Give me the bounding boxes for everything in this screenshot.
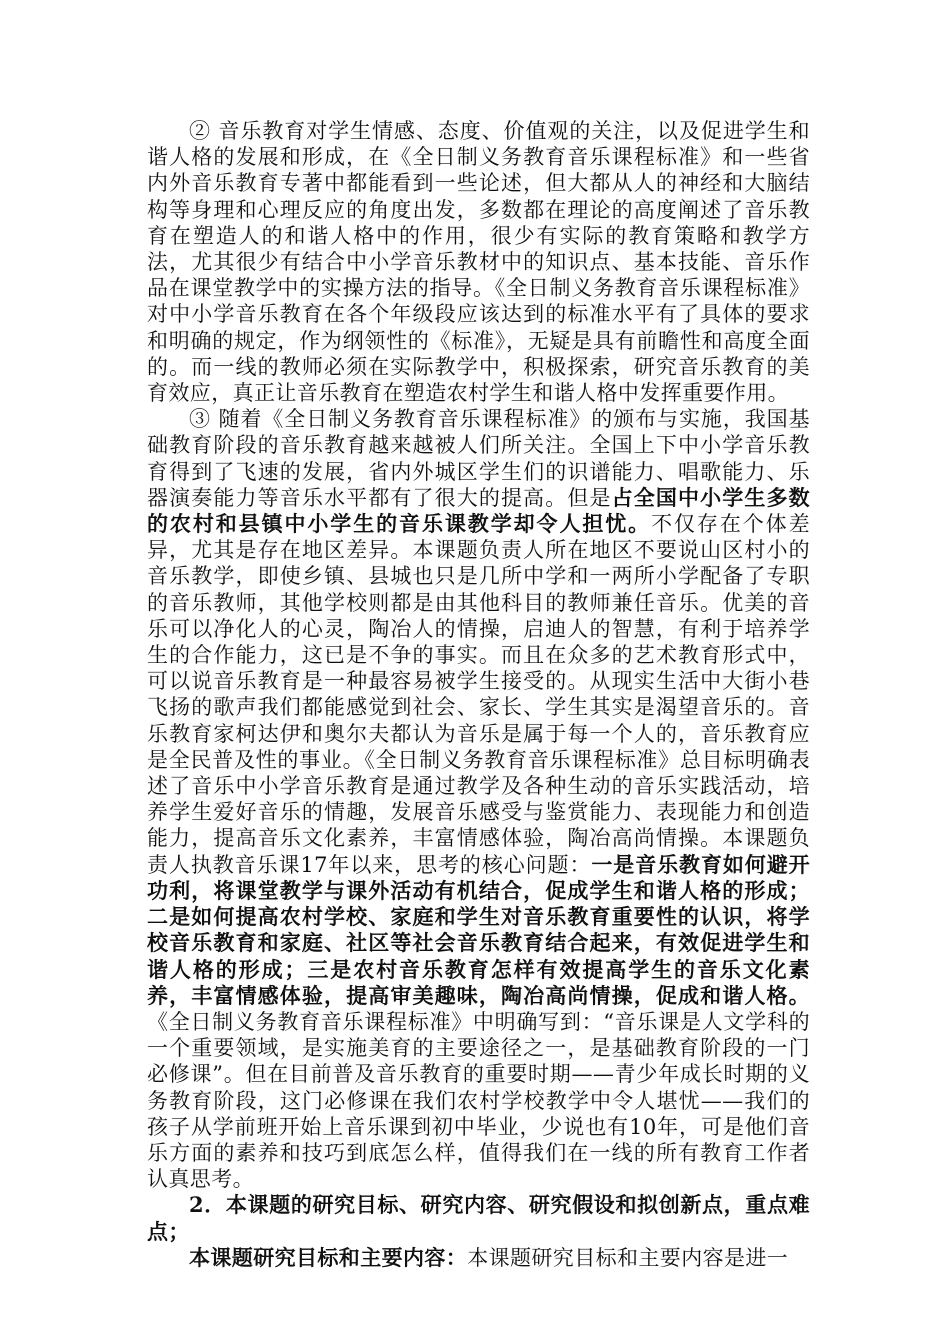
paragraph-2: ② 音乐教育对学生情感、态度、价值观的关注，以及促进学生和谐人格的发展和形成，在《全日制义务教育音乐课程标准》和一些省内外音乐教育专著中都能看到一些论述，但大都从人的神经和大脑结构等身理和心理反应的角度出发，多数都在理论的高度阐述了音乐教育在塑造人的和谐人格中的作用，很少有实际的教育策略和教学方法，尤其很少有结合中小学音乐教材中的知识点、基本技能、音乐作品在课堂教学中的实操方法的指导。《全日制义务教育音乐课程标准》对中小学音乐教育在各个年级段应该达到的标准水平有了具体的要求和明确的规定，作为纲领性的《标准》，无疑是具有前瞻性和高度全面的。而一线的教师必须在实际教学中，积极探索，研究音乐教育的美育效应，真正让音乐教育在塑造农村学生和谐人格中发挥重要作用。 bbox=[147, 119, 810, 406]
paragraph-3-text-3: 《全日制义务教育音乐课程标准》中明确写到：“音乐课是人文学科的一个重要领域，是实施美育的主要途径之一，是基础教育阶段的一门必修课”。但在目前普及音乐教育的重要时期——青少年成长时期的义务教育阶段，这门必修课在我们农村学校教学中令人堪忧——我们的孩子从学前班开始上音乐课到初中毕业，少说也有10年，可是他们音乐方面的素养和技巧到底怎么样，值得我们在一线的所有教育工作者认真思考。 bbox=[147, 1009, 810, 1192]
subsection-label: 本课题研究目标和主要内容： bbox=[189, 1244, 468, 1270]
document-body bbox=[147, 118, 810, 1271]
paragraph-3-bold-1: 占全国中小学生多数的农村和县镇中小学生的音乐课教学却令人担忧。 bbox=[147, 484, 810, 537]
paragraph-3-text-1: ③ 随着《全日制义务教育音乐课程标准》的颁布与实施，我国基础教育阶段的音乐教育越来越被人们所关注。全国上下中小学音乐教育得到了飞速的发展，省内外城区学生们的识谱能力、唱歌能力、乐器演奏能力等音乐水平都有了很大的提高。但是 bbox=[147, 407, 810, 510]
subsection-paragraph bbox=[147, 1245, 810, 1271]
section-heading: 2．本课题的研究目标、研究内容、研究假设和拟创新点，重点难点； bbox=[147, 1192, 810, 1244]
subsection-text: 本课题研究目标和主要内容是进一 bbox=[467, 1245, 789, 1270]
paragraph-3 bbox=[147, 406, 810, 1192]
paragraph-3-text-2: 不仅存在个体差异，尤其是存在地区差异。本课题负责人所在地区不要说山区村小的音乐教学，即使乡镇、县城也只是几所中学和一两所小学配备了专职的音乐教师，其他学校则都是由其他科目的教师兼任音乐。优美的音乐可以净化人的心灵，陶冶人的情操，启迪人的智慧，有利于培养学生的合作能力，这已是不争的事实。而且在众多的艺术教育形式中，可以说音乐教育是一种最容易被学生接受的。从现实生活中大街小巷飞扬的歌声我们都能感觉到社会、家长、学生其实是渴望音乐的。音乐教育家柯达伊和奥尔夫都认为音乐是属于每一个人的，音乐教育应是全民普及性的事业。《全日制义务教育音乐课程标准》总目标明确表述了音乐中小学音乐教育是通过教学及各种生动的音乐实践活动，培养学生爱好音乐的情趣，发展音乐感受与鉴赏能力、表现能力和创造能力，提高音乐文化素养，丰富情感体验，陶冶高尚情操。本课题负责人执教音乐课17年以来，思考的核心问题： bbox=[147, 512, 810, 877]
paragraph-3-bold-2: 一是音乐教育如何避开功利，将课堂教学与课外活动有机结合，促成学生和谐人格的形成；二是如何提高农村学校、家庭和学生对音乐教育重要性的认识，将学校音乐教育和家庭、社区等社会音乐教育结合起来，有效促进学生和谐人格的形成；三是农村音乐教育怎样有效提高学生的音乐文化素养，丰富情感体验，提高审美趣味，陶冶高尚情操，促成和谐人格。 bbox=[147, 851, 811, 1008]
